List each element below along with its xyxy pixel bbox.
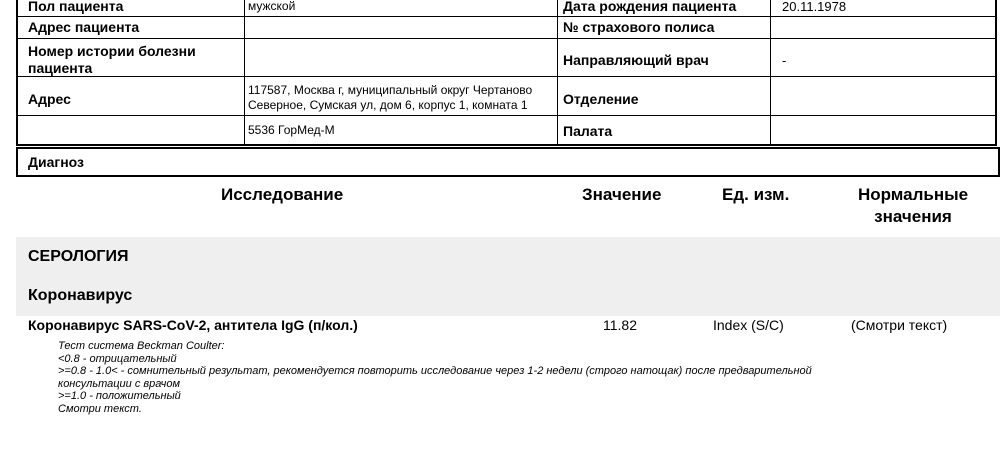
note-line: >=1.0 - положительный — [58, 390, 181, 402]
sex-value: мужской — [248, 0, 296, 13]
row-divider — [18, 16, 995, 17]
section-band — [16, 237, 1000, 316]
patient-address-label: Адрес пациента — [28, 19, 140, 35]
note-line: Смотри текст. — [58, 402, 142, 415]
dob-label: Дата рождения пациента — [563, 0, 737, 14]
col-divider — [244, 0, 245, 144]
address-line2: Северное, Сумская ул, дом 6, корпус 1, комната 1 — [248, 98, 528, 112]
header-value: Значение — [582, 185, 662, 204]
address-line1: 117587, Москва г, муниципальный округ Чертаново — [248, 83, 533, 97]
col-divider — [557, 0, 558, 144]
note-line: Тест система Beckman Coulter: — [58, 340, 225, 352]
sex-label: Пол пациента — [28, 0, 124, 14]
referring-doctor-value: - — [782, 53, 787, 68]
test-note — [58, 340, 958, 415]
header-normal-line1: Нормальные — [857, 185, 969, 204]
lab-value: 5536 ГорМед-М — [248, 123, 335, 137]
col-divider — [770, 0, 771, 144]
test-name: Коронавирус SARS-CoV-2, антитела IgG (п/кол.) — [28, 317, 358, 333]
header-study: Исследование — [221, 185, 344, 204]
referring-doctor-label: Направляющий врач — [563, 52, 709, 68]
header-unit: Ед. изм. — [722, 185, 790, 204]
diagnosis-label: Диагноз — [28, 154, 84, 170]
test-value: 11.82 — [603, 317, 637, 333]
department-label: Отделение — [563, 91, 639, 107]
policy-label: № страхового полиса — [563, 19, 715, 35]
patient-info-table — [16, 0, 997, 146]
ward-label: Палата — [563, 123, 613, 139]
row-divider — [18, 115, 995, 116]
row-divider — [18, 38, 995, 39]
section-serology: СЕРОЛОГИЯ — [28, 248, 129, 265]
section-coronavirus: Коронавирус — [28, 287, 133, 304]
address-label: Адрес — [28, 91, 71, 107]
history-label-line2: пациента — [28, 60, 93, 76]
diagnosis-box — [16, 147, 1000, 177]
history-label-line1: Номер истории болезни — [28, 43, 196, 59]
test-normal: (Смотри текст) — [851, 317, 948, 333]
note-line: <0.8 - отрицательный — [58, 352, 177, 365]
note-line: консультации с врачом — [58, 377, 180, 390]
test-unit: Index (S/C) — [713, 317, 784, 333]
note-line: >=0.8 - 1.0< - сомнительный результат, рекомендуется повторить исследование через 1-2 недели (строго натощак) после предварительной — [58, 365, 812, 377]
row-divider — [18, 76, 995, 77]
dob-value: 20.11.1978 — [782, 0, 847, 14]
header-normal-line2: значения — [874, 207, 952, 226]
